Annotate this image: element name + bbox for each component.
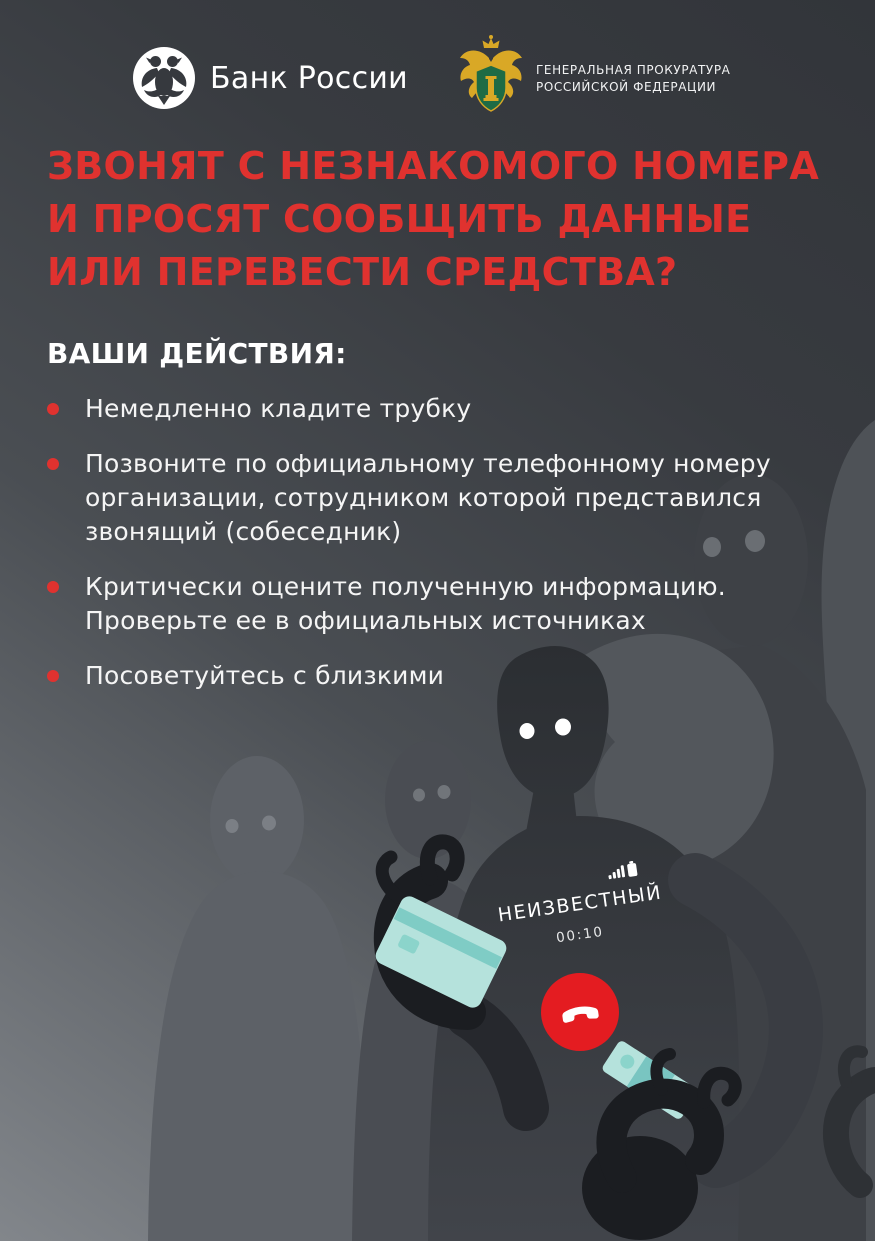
action-text: Немедленно кладите трубку (85, 394, 472, 423)
bank-name: Банк России (210, 60, 408, 96)
list-item (47, 392, 771, 426)
action-text: Позвоните по официальному телефонному номеру организации, сотрудником которой представился звонящий (собеседник) (85, 449, 771, 546)
prosecutor-name (536, 63, 730, 95)
prosecutor-name-line: РОССИЙСКОЙ ФЕДЕРАЦИИ (536, 80, 717, 94)
actions-section (47, 336, 771, 714)
list-item (47, 659, 771, 693)
bullet-dot-icon (47, 581, 59, 593)
action-text: Критически оцените полученную информацию. Проверьте ее в официальных источниках (85, 572, 726, 635)
prosecutor-logo (456, 34, 730, 124)
bank-eagle-icon (132, 46, 196, 110)
prosecutor-emblem-icon (456, 34, 526, 124)
headline-line: И ПРОСЯТ СООБЩИТЬ ДАННЫЕ (47, 197, 752, 241)
silhouette-faint-left (148, 756, 370, 1241)
page-title (47, 140, 819, 299)
caller-name-label: НЕИЗВЕСТНЫЙ (496, 881, 664, 927)
list-item (47, 447, 771, 549)
bullet-dot-icon (47, 670, 59, 682)
bullet-dot-icon (47, 458, 59, 470)
bullet-dot-icon (47, 403, 59, 415)
bank-of-russia-logo (132, 46, 408, 110)
headline-line: ЗВОНЯТ С НЕЗНАКОМОГО НОМЕРА (47, 144, 820, 188)
prosecutor-name-line: ГЕНЕРАЛЬНАЯ ПРОКУРАТУРА (536, 63, 731, 77)
list-item (47, 570, 771, 638)
action-text: Посоветуйтесь с близкими (85, 661, 445, 690)
call-timer-label: 00:10 (555, 923, 605, 947)
headline-line: ИЛИ ПЕРЕВЕСТИ СРЕДСТВА? (47, 250, 678, 294)
actions-title: ВАШИ ДЕЙСТВИЯ: (47, 337, 347, 370)
